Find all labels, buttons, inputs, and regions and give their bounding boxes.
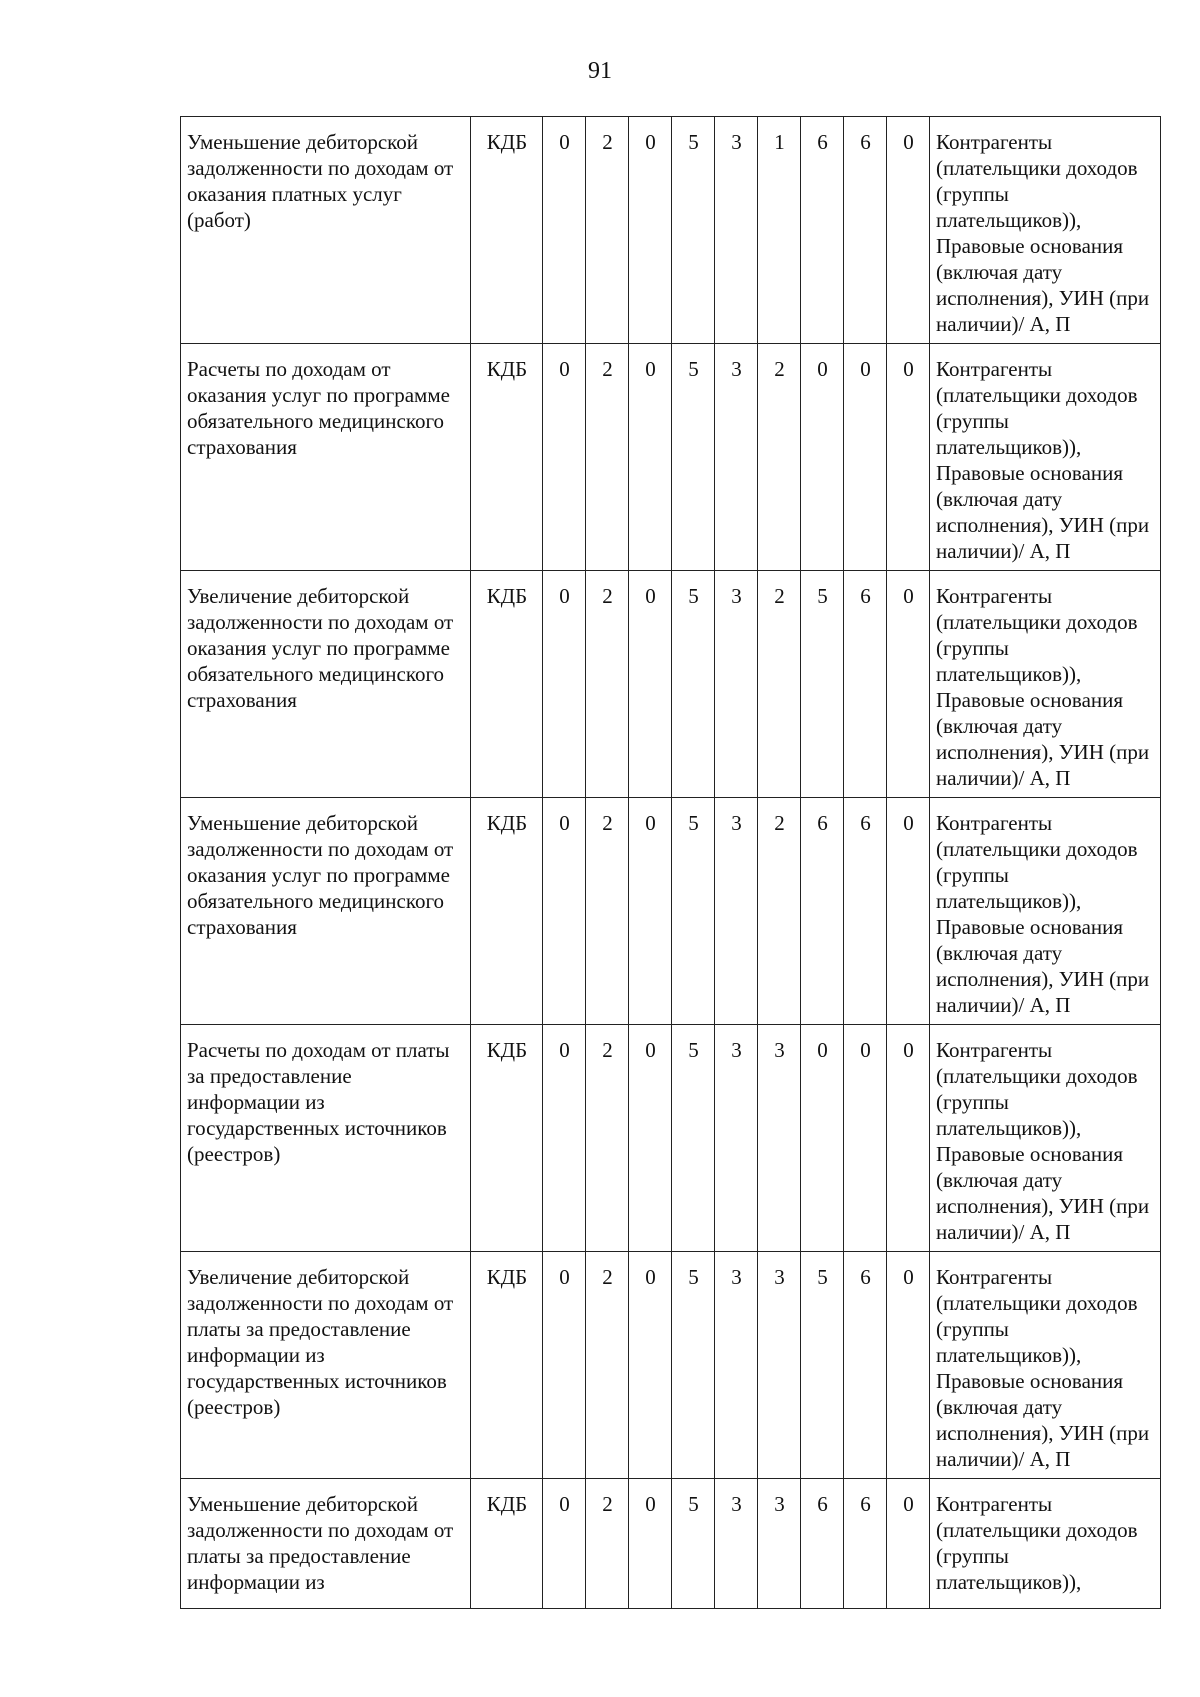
account-digit-cell: 3	[758, 1479, 801, 1609]
account-digit-cell: 6	[844, 798, 887, 1025]
account-digit-cell: 0	[887, 1252, 930, 1479]
analytics-cell: Контрагенты (плательщики доходов (группы плательщиков)), Правовые основания (включая дату исполнения), УИН (при наличии)/ А, П	[930, 798, 1161, 1025]
account-digit-cell: 5	[672, 798, 715, 1025]
account-digit-cell: 3	[758, 1252, 801, 1479]
code-type-cell: КДБ	[471, 1479, 543, 1609]
account-digit-cell: 0	[543, 1025, 586, 1252]
account-digit-cell: 3	[715, 571, 758, 798]
account-digit-cell: 5	[801, 1252, 844, 1479]
account-digit-cell: 0	[844, 344, 887, 571]
account-digit-cell: 0	[629, 1252, 672, 1479]
account-digit-cell: 0	[629, 798, 672, 1025]
table-row	[181, 1252, 1161, 1479]
code-type-cell: КДБ	[471, 117, 543, 344]
account-digit-cell: 0	[887, 117, 930, 344]
account-name-cell: Уменьшение дебиторской задолженности по доходам от оказания услуг по программе обязательного медицинского страхования	[181, 798, 471, 1025]
account-digit-cell: 5	[801, 571, 844, 798]
analytics-cell: Контрагенты (плательщики доходов (группы плательщиков)), Правовые основания (включая дату исполнения), УИН (при наличии)/ А, П	[930, 117, 1161, 344]
account-name-cell: Уменьшение дебиторской задолженности по доходам от оказания платных услуг (работ)	[181, 117, 471, 344]
account-digit-cell: 2	[586, 1025, 629, 1252]
account-digit-cell: 6	[844, 1479, 887, 1609]
analytics-cell: Контрагенты (плательщики доходов (группы плательщиков)), Правовые основания (включая дату исполнения), УИН (при наличии)/ А, П	[930, 571, 1161, 798]
account-digit-cell: 3	[758, 1025, 801, 1252]
account-digit-cell: 0	[887, 571, 930, 798]
account-digit-cell: 3	[715, 1252, 758, 1479]
account-name-cell: Уменьшение дебиторской задолженности по доходам от платы за предоставление информации из	[181, 1479, 471, 1609]
account-digit-cell: 0	[629, 1479, 672, 1609]
account-name-cell: Увеличение дебиторской задолженности по доходам от платы за предоставление информации из государственных источников (реестров)	[181, 1252, 471, 1479]
account-digit-cell: 0	[844, 1025, 887, 1252]
account-name-cell: Расчеты по доходам от платы за предоставление информации из государственных источников (реестров)	[181, 1025, 471, 1252]
account-digit-cell: 5	[672, 571, 715, 798]
accounts-table	[180, 116, 1161, 1609]
analytics-cell: Контрагенты (плательщики доходов (группы плательщиков)), Правовые основания (включая дату исполнения), УИН (при наличии)/ А, П	[930, 344, 1161, 571]
account-digit-cell: 3	[715, 798, 758, 1025]
account-digit-cell: 0	[887, 798, 930, 1025]
account-digit-cell: 5	[672, 117, 715, 344]
account-digit-cell: 0	[629, 1025, 672, 1252]
analytics-cell: Контрагенты (плательщики доходов (группы плательщиков)),	[930, 1479, 1161, 1609]
code-type-cell: КДБ	[471, 344, 543, 571]
account-digit-cell: 2	[758, 571, 801, 798]
account-digit-cell: 0	[543, 1479, 586, 1609]
account-digit-cell: 5	[672, 344, 715, 571]
account-digit-cell: 2	[586, 1479, 629, 1609]
account-digit-cell: 6	[844, 117, 887, 344]
account-digit-cell: 0	[801, 344, 844, 571]
account-digit-cell: 2	[586, 1252, 629, 1479]
account-digit-cell: 2	[758, 344, 801, 571]
table-row	[181, 117, 1161, 344]
table-row	[181, 1479, 1161, 1609]
account-digit-cell: 2	[758, 798, 801, 1025]
account-digit-cell: 0	[629, 344, 672, 571]
analytics-cell: Контрагенты (плательщики доходов (группы плательщиков)), Правовые основания (включая дату исполнения), УИН (при наличии)/ А, П	[930, 1252, 1161, 1479]
table-row	[181, 1025, 1161, 1252]
account-digit-cell: 5	[672, 1479, 715, 1609]
account-digit-cell: 0	[543, 344, 586, 571]
account-digit-cell: 0	[887, 1025, 930, 1252]
account-digit-cell: 0	[801, 1025, 844, 1252]
account-digit-cell: 6	[844, 1252, 887, 1479]
code-type-cell: КДБ	[471, 1252, 543, 1479]
account-name-cell: Увеличение дебиторской задолженности по доходам от оказания услуг по программе обязательного медицинского страхования	[181, 571, 471, 798]
account-digit-cell: 6	[801, 1479, 844, 1609]
code-type-cell: КДБ	[471, 798, 543, 1025]
account-digit-cell: 0	[629, 117, 672, 344]
account-digit-cell: 0	[543, 117, 586, 344]
table-row	[181, 798, 1161, 1025]
account-digit-cell: 0	[629, 571, 672, 798]
code-type-cell: КДБ	[471, 1025, 543, 1252]
analytics-cell: Контрагенты (плательщики доходов (группы плательщиков)), Правовые основания (включая дату исполнения), УИН (при наличии)/ А, П	[930, 1025, 1161, 1252]
table-row	[181, 571, 1161, 798]
account-digit-cell: 5	[672, 1025, 715, 1252]
account-digit-cell: 2	[586, 117, 629, 344]
page-number: 91	[588, 58, 612, 84]
account-digit-cell: 3	[715, 1479, 758, 1609]
account-digit-cell: 0	[887, 1479, 930, 1609]
account-digit-cell: 3	[715, 117, 758, 344]
code-type-cell: КДБ	[471, 571, 543, 798]
account-digit-cell: 0	[543, 571, 586, 798]
account-digit-cell: 3	[715, 344, 758, 571]
account-digit-cell: 2	[586, 571, 629, 798]
account-digit-cell: 0	[543, 798, 586, 1025]
account-digit-cell: 6	[844, 571, 887, 798]
account-digit-cell: 6	[801, 798, 844, 1025]
account-digit-cell: 3	[715, 1025, 758, 1252]
account-digit-cell: 1	[758, 117, 801, 344]
account-digit-cell: 5	[672, 1252, 715, 1479]
account-digit-cell: 2	[586, 344, 629, 571]
account-name-cell: Расчеты по доходам от оказания услуг по программе обязательного медицинского страхования	[181, 344, 471, 571]
table-row	[181, 344, 1161, 571]
account-digit-cell: 2	[586, 798, 629, 1025]
account-digit-cell: 0	[887, 344, 930, 571]
account-digit-cell: 6	[801, 117, 844, 344]
account-digit-cell: 0	[543, 1252, 586, 1479]
